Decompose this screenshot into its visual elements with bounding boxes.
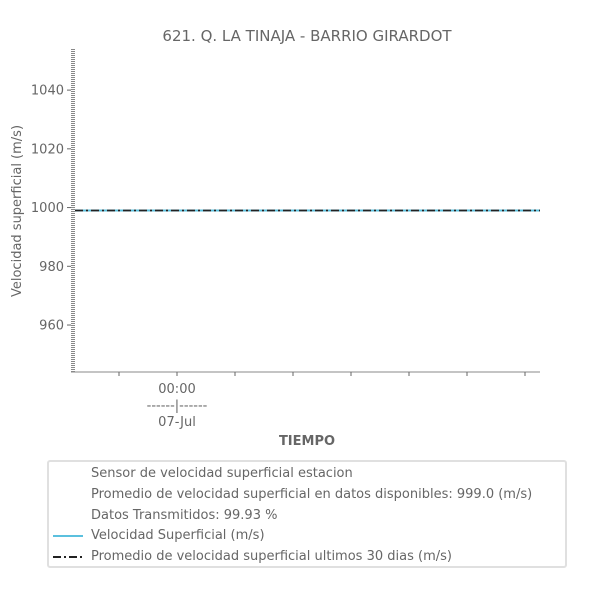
y-axis-label: Velocidad superficial (m/s) [10, 124, 25, 298]
legend-swatch-velocity [53, 535, 83, 537]
y-tick-label: 1020 [30, 142, 64, 158]
chart-title: 621. Q. LA TINAJA - BARRIO GIRARDOT [162, 27, 452, 45]
legend-swatch-average [53, 556, 83, 558]
legend-item-velocity [49, 526, 565, 546]
legend-item-average [49, 547, 565, 567]
legend-info-transmitted [49, 506, 565, 526]
legend [47, 460, 567, 568]
legend-label-average: Promedio de velocidad superficial ultimos 30 dias (m/s) [91, 549, 452, 564]
x-tick-label: 00:00 [158, 382, 196, 397]
legend-info-sensor [49, 464, 565, 484]
legend-info-average [49, 485, 565, 505]
x-tick-label: ------|------ [146, 398, 208, 414]
y-tick-label: 980 [39, 259, 64, 275]
plot-area [31, 49, 540, 430]
x-axis-label: TIEMPO [278, 434, 336, 449]
legend-info-text: Promedio de velocidad superficial en datos disponibles: 999.0 (m/s) [91, 487, 533, 502]
legend-label-velocity: Velocidad Superficial (m/s) [91, 528, 265, 543]
x-tick-label: 07-Jul [158, 415, 196, 430]
y-tick-label: 1040 [30, 83, 64, 99]
y-tick-label: 960 [39, 318, 64, 334]
legend-info-text: Sensor de velocidad superficial estacion [91, 466, 353, 481]
y-tick-label: 1000 [30, 201, 64, 217]
legend-info-text: Datos Transmitidos: 99.93 % [91, 508, 278, 523]
